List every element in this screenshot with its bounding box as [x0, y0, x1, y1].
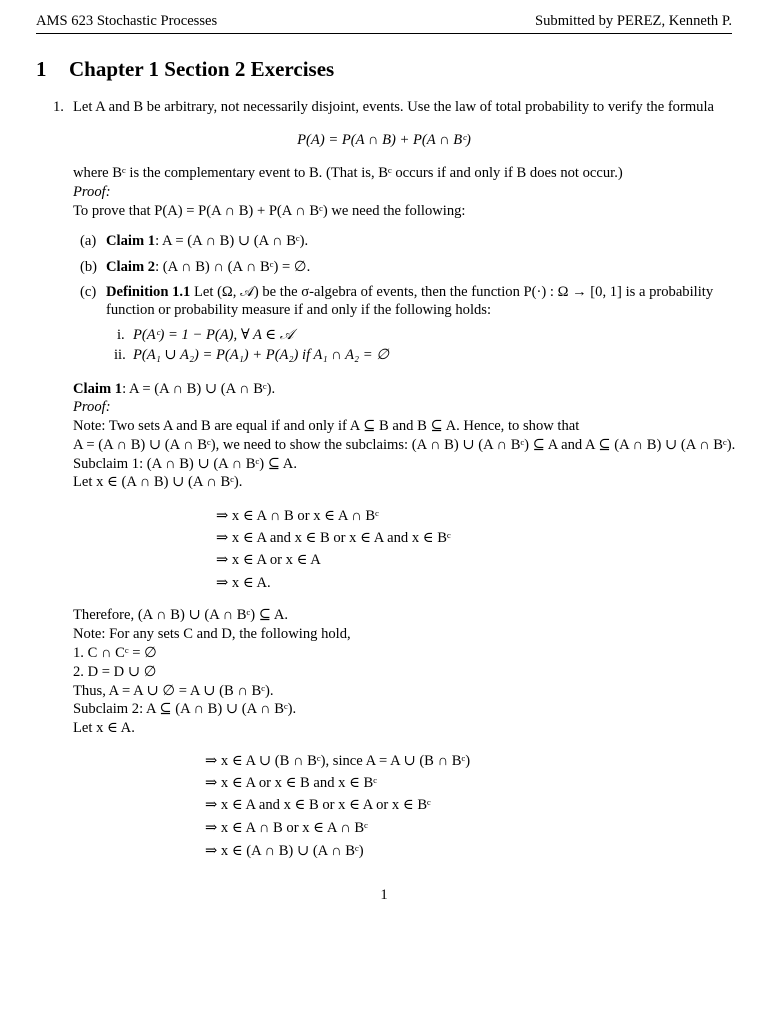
item-text: : (A ∩ B) ∩ (A ∩ Bᶜ) = ∅. — [155, 259, 311, 275]
item-claim-1 — [106, 232, 308, 250]
item-marker: (a) — [80, 233, 97, 249]
subclaim-1: Subclaim 1: (A ∩ B) ∪ (A ∩ Bᶜ) ⊆ A. — [73, 456, 297, 472]
item-label: Definition 1.1 — [106, 284, 191, 300]
therefore-text: Therefore, (A ∩ B) ∪ (A ∩ Bᶜ) ⊆ A. — [73, 607, 289, 623]
subitem-complement-rule: P(Aᶜ) = 1 − P(A), ∀ A ∈ 𝒜 — [133, 327, 294, 343]
item-label: Claim 2 — [106, 259, 156, 275]
item-text: Let (Ω, 𝒜) be the σ-algebra of events, then the function P(·) : Ω → [0, 1] is a probability — [190, 284, 714, 300]
derivation-step: ⇒ x ∈ A and x ∈ B or x ∈ A or x ∈ Bᶜ — [205, 797, 431, 813]
section-heading — [36, 56, 334, 82]
exercise-where: where Bᶜ is the complementary event to B. (That is, Bᶜ occurs if and only if B does not occur.) — [73, 165, 623, 181]
display-formula: P(A) = P(A ∩ B) + P(A ∩ Bᶜ) — [297, 132, 471, 148]
section-title: Chapter 1 Section 2 Exercises — [69, 57, 335, 81]
subitem-marker: ii. — [114, 347, 126, 363]
claim1-label: Claim 1 — [73, 381, 123, 397]
note-text: Note: For any sets C and D, the following hold, — [73, 626, 351, 642]
let-statement: Let x ∈ (A ∩ B) ∪ (A ∩ Bᶜ). — [73, 474, 243, 490]
item-claim-2 — [106, 258, 310, 276]
derivation-step: ⇒ x ∈ (A ∩ B) ∪ (A ∩ Bᶜ) — [205, 843, 364, 859]
item-text-continued: function or probability measure if and only if the following holds: — [106, 302, 492, 318]
derivation-step: ⇒ x ∈ A or x ∈ B and x ∈ Bᶜ — [205, 775, 378, 791]
running-header-course: AMS 623 Stochastic Processes — [36, 13, 218, 29]
derivation-step: ⇒ x ∈ A. — [216, 575, 271, 591]
subitem-marker: i. — [117, 327, 125, 343]
subclaim-2: Subclaim 2: A ⊆ (A ∩ B) ∪ (A ∩ Bᶜ). — [73, 701, 297, 717]
proof-label: Proof: — [73, 184, 111, 200]
subitem-additivity: P(A₁ ∪ A₂) = P(A₁) + P(A₂) if A₁ ∩ A₂ = ∅ — [133, 347, 389, 363]
claim1-statement: : A = (A ∩ B) ∪ (A ∩ Bᶜ). — [122, 381, 276, 397]
item-marker: (c) — [80, 284, 97, 300]
derivation-step: ⇒ x ∈ A ∪ (B ∩ Bᶜ), since A = A ∪ (B ∩ Bᶜ) — [205, 753, 471, 769]
section-number: 1 — [36, 57, 47, 81]
proof-label: Proof: — [73, 399, 111, 415]
let-statement: Let x ∈ A. — [73, 720, 135, 736]
thus-text: Thus, A = A ∪ ∅ = A ∪ (B ∩ Bᶜ). — [73, 683, 274, 699]
page-number: 1 — [380, 887, 388, 903]
item-definition — [106, 283, 713, 301]
derivation-step: ⇒ x ∈ A and x ∈ B or x ∈ A and x ∈ Bᶜ — [216, 530, 451, 546]
fact-item: 2. D = D ∪ ∅ — [73, 664, 157, 680]
item-marker: (b) — [80, 259, 98, 275]
header-rule — [36, 33, 732, 34]
exercise-number: 1. — [53, 99, 64, 115]
to-prove-text: To prove that P(A) = P(A ∩ B) + P(A ∩ Bᶜ) we need the following: — [73, 203, 466, 219]
derivation-step: ⇒ x ∈ A or x ∈ A — [216, 552, 321, 568]
derivation-step: ⇒ x ∈ A ∩ B or x ∈ A ∩ Bᶜ — [216, 508, 379, 524]
derivation-step: ⇒ x ∈ A ∩ B or x ∈ A ∩ Bᶜ — [205, 820, 368, 836]
item-label: Claim 1 — [106, 233, 156, 249]
fact-item: 1. C ∩ Cᶜ = ∅ — [73, 645, 157, 661]
note-text: Note: Two sets A and B are equal if and only if A ⊆ B and B ⊆ A. Hence, to show that — [73, 418, 580, 434]
running-header-author: Submitted by PEREZ, Kenneth P. — [534, 13, 732, 29]
claim1-heading — [73, 380, 275, 398]
note-text: A = (A ∩ B) ∪ (A ∩ Bᶜ), we need to show the subclaims: (A ∩ B) ∪ (A ∩ Bᶜ) ⊆ A and A ⊆ (A ∩ B) ∪ (A ∩ Bᶜ). — [73, 437, 736, 453]
item-text: : A = (A ∩ B) ∪ (A ∩ Bᶜ). — [155, 233, 309, 249]
exercise-prompt: Let A and B be arbitrary, not necessarily disjoint, events. Use the law of total probability to verify the formula — [73, 99, 715, 115]
